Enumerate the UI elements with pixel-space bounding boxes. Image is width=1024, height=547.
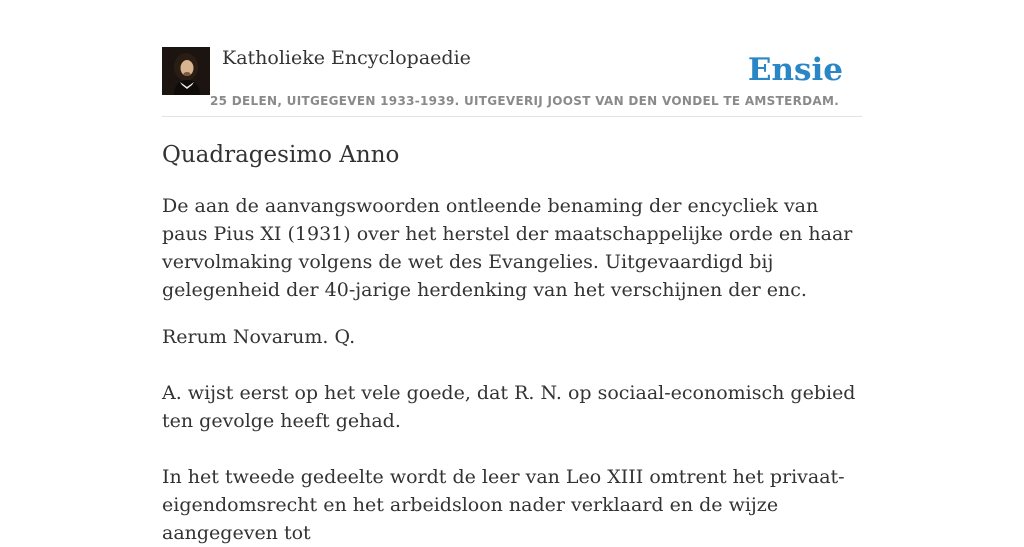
article-paragraph: A. wijst eerst op het vele goede, dat R. N. op sociaal-economisch gebied ten gevolge heeft gehad. (162, 382, 856, 432)
source-avatar[interactable] (162, 47, 210, 95)
article-title: Quadragesimo Anno (162, 142, 400, 168)
article-paragraph: Rerum Novarum. Q. (162, 326, 356, 348)
article (162, 140, 862, 547)
source-meta: 25 DELEN, UITGEGEVEN 1933-1939. UITGEVERIJ JOOST VAN DEN VONDEL TE AMSTERDAM. (210, 94, 840, 108)
portrait-avatar-icon (162, 47, 210, 95)
article-paragraph: In het tweede gedeelte wordt de leer van Leo XIII omtrent het privaat-eigendomsrecht en het arbeidsloon nader verklaard en de wijze aangegeven tot (162, 466, 845, 544)
source-title[interactable]: Katholieke Encyclopaedie (222, 47, 471, 69)
article-paragraph: De aan de aanvangswoorden ontleende benaming der encycliek van paus Pius XI (1931) over het herstel der maatschappelijke orde en haar vervolmaking volgens de wet des Evangelies. Uitgevaardigd bij gelegenheid der 40-jarige herdenking van het verschijnen der enc. (162, 195, 853, 301)
source-header (162, 46, 862, 117)
brand-logo[interactable]: Ensie (747, 52, 843, 88)
